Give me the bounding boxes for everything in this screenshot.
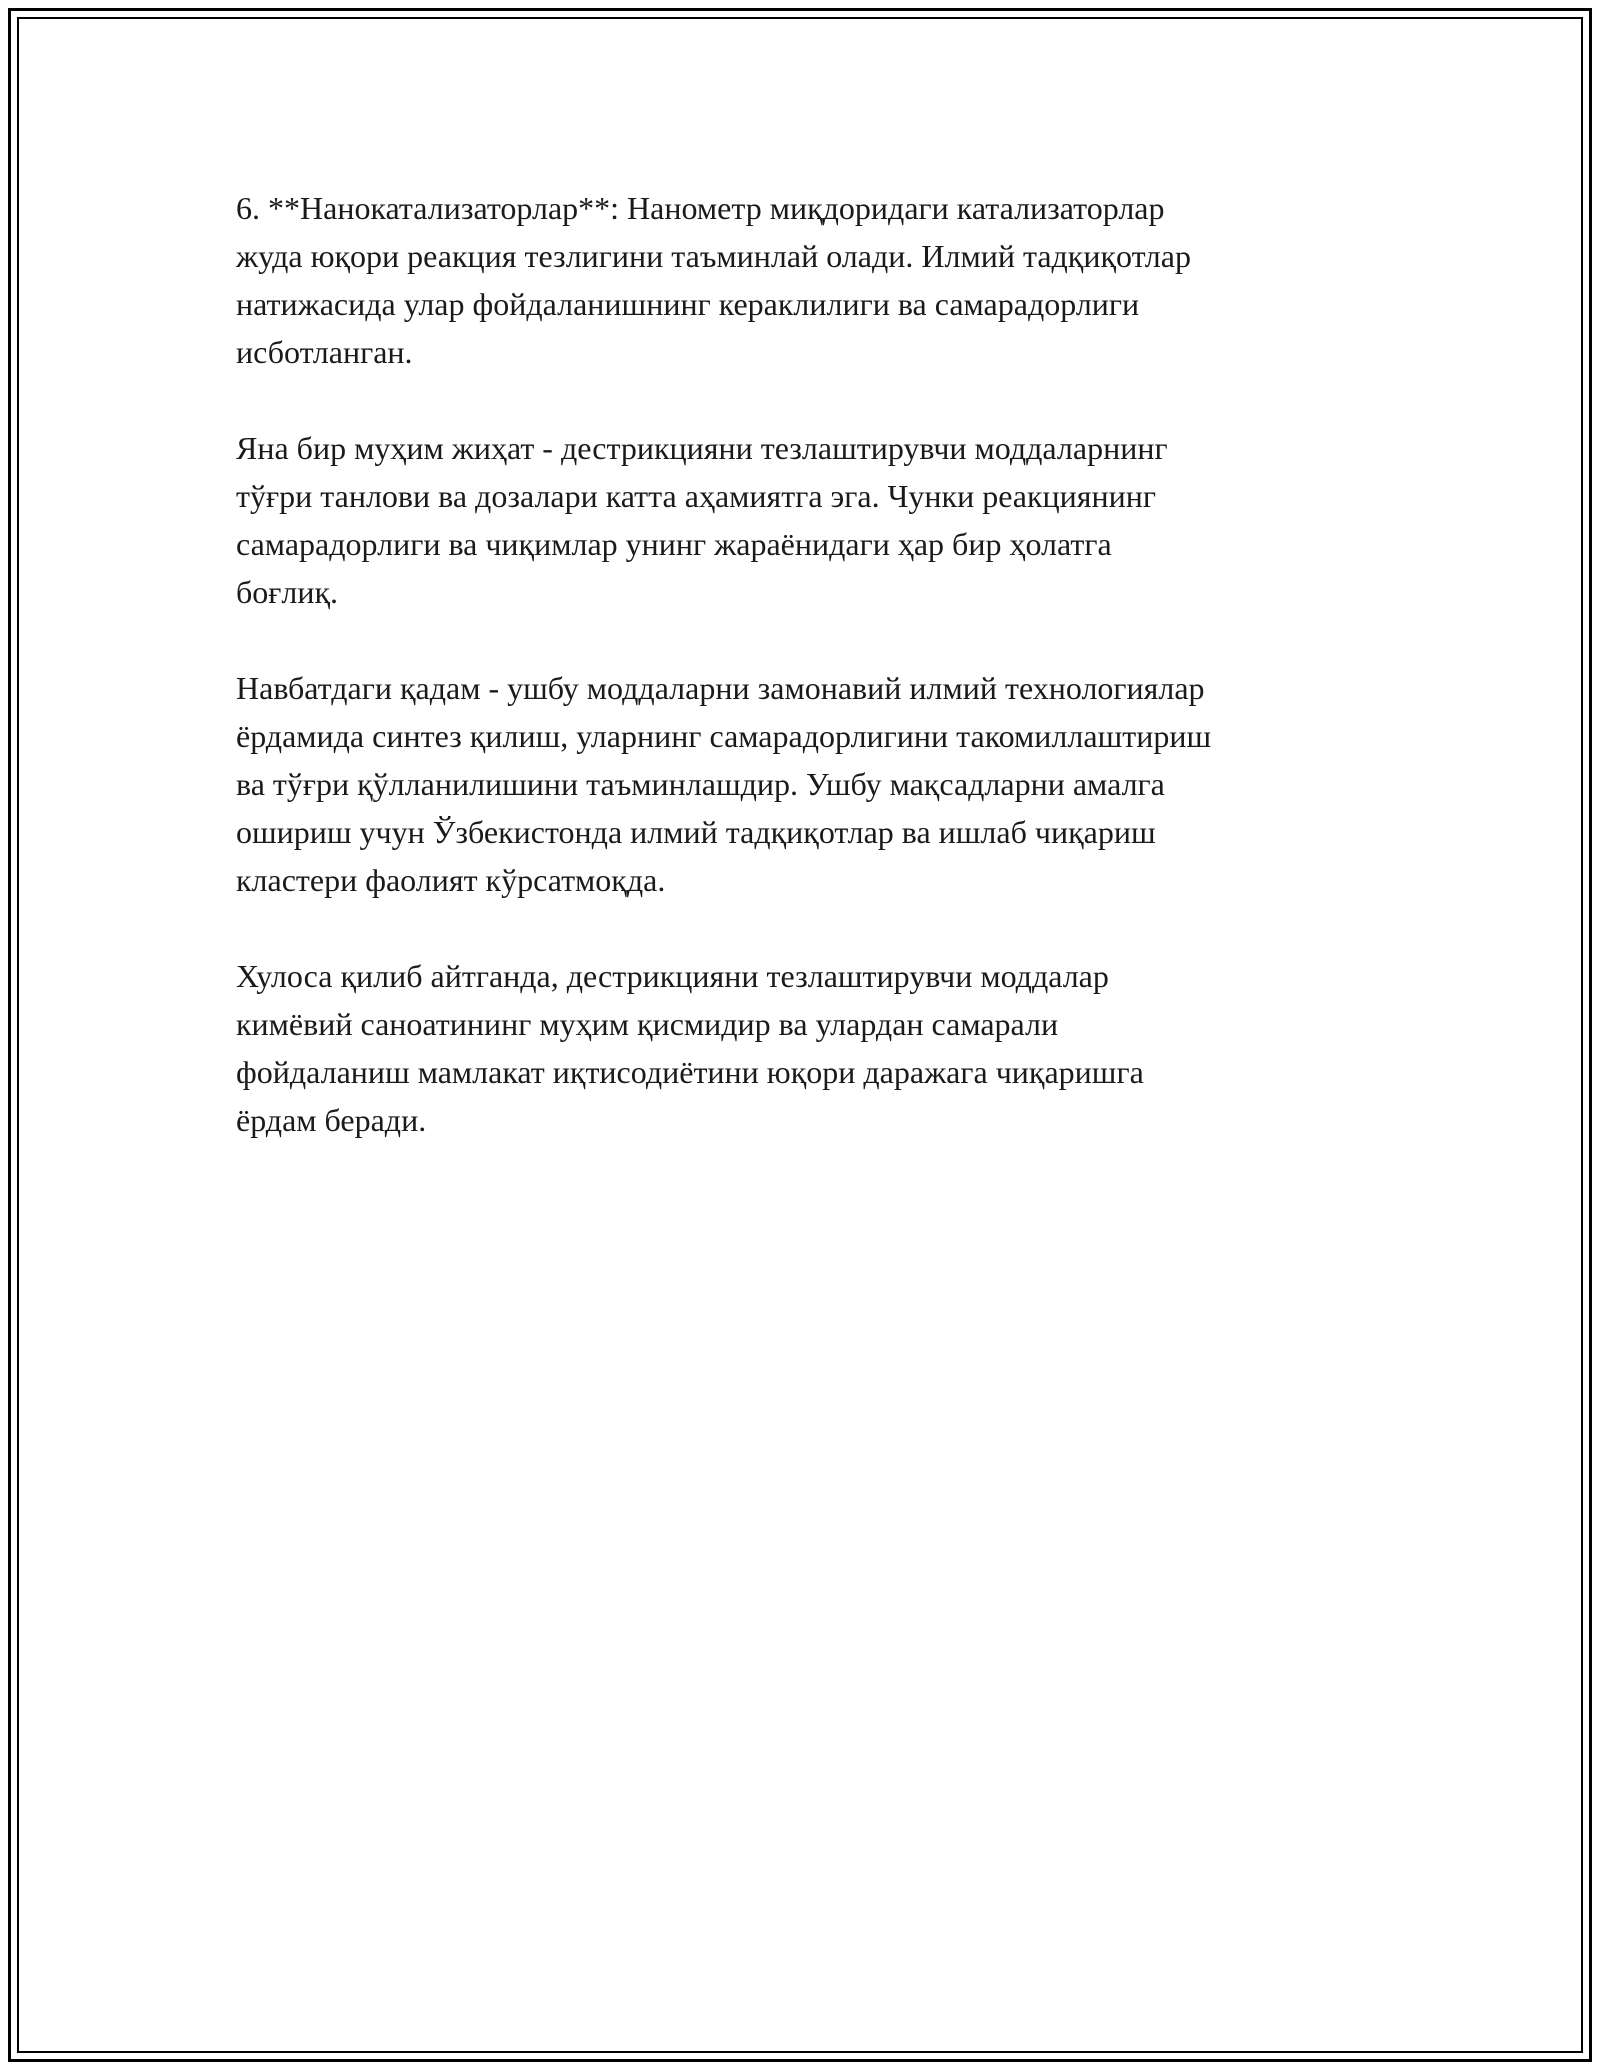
paragraph-conclusion: Хулоса қилиб айтганда, дестрикцияни тезлаштирувчи моддалар кимёвий саноатининг муҳим қисмидир ва улардан самарали фойдаланиш мамлакат иқтисодиётини юқори даражага чиқаришга ёрдам беради. <box>236 958 1144 1138</box>
paragraph-nanocatalysts: 6. **Нанокатализаторлар**: Нанометр миқдоридаги катализаторлар жуда юқори реакция тезлигини таъминлай олади. Илмий тадқиқотлар натижасида улар фойдаланишнинг кераклилиги ва самарадорлиги исботланган. <box>236 190 1191 370</box>
paragraph-next-step: Навбатдаги қадам - ушбу моддаларни замонавий илмий технологиялар ёрдамида синтез қилиш, уларнинг самарадорлигини такомиллаштириш ва тўғри қўлланилишини таъминлашдир. Ушбу мақсадларни амалга ошириш учун Ўзбекистонда илмий тадқиқотлар ва ишлаб чиқариш кластери фаолият кўрсатмоқда. <box>236 670 1212 898</box>
document-body <box>236 184 1386 1192</box>
paragraph-selection-dosage: Яна бир муҳим жиҳат - дестрикцияни тезлаштирувчи моддаларнинг тўғри танлови ва дозалари катта аҳамиятга эга. Чунки реакциянинг самарадорлиги ва чиқимлар унинг жараёнидаги ҳар бир ҳолатга боғлиқ. <box>236 430 1168 610</box>
